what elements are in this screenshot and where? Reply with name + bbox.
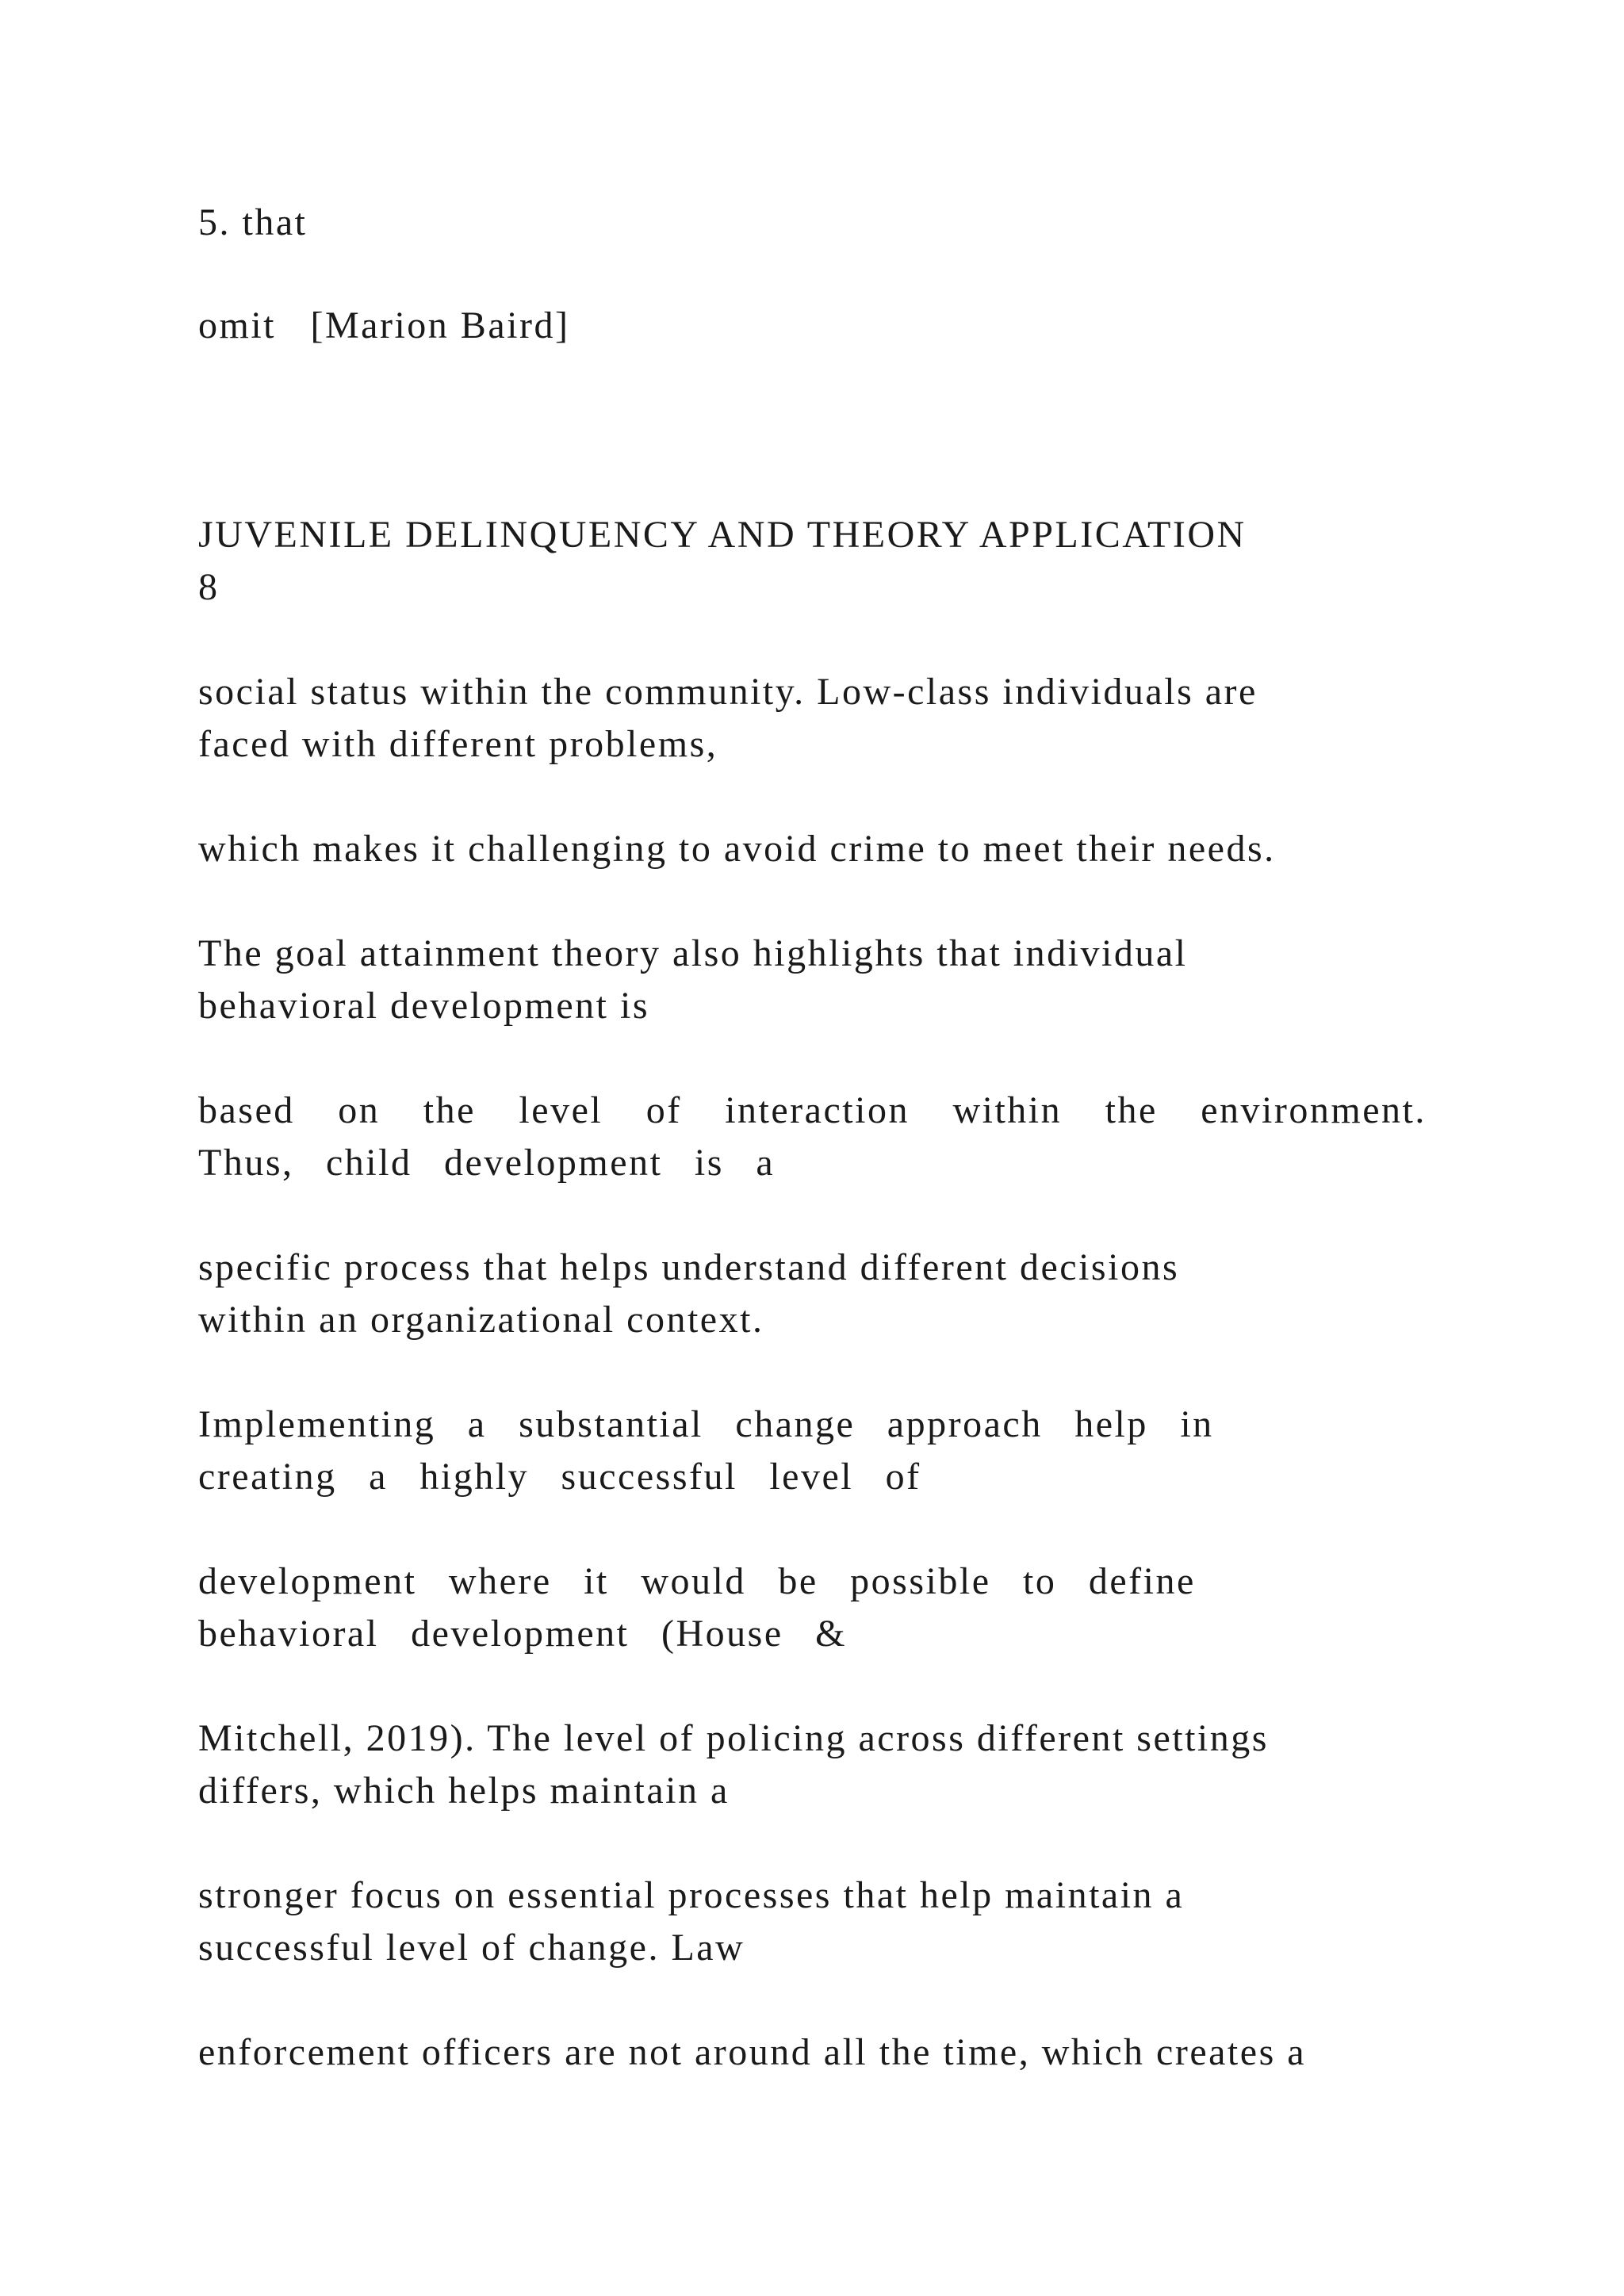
body-line: development where it would be possible to define <box>198 1560 1196 1602</box>
body-line: differs, which helps maintain a <box>198 1770 730 1812</box>
body-line: behavioral development (House & <box>198 1613 847 1655</box>
body-line: The goal attainment theory also highlights that individual <box>198 932 1188 974</box>
body-line: Implementing a substantial change approach help in <box>198 1403 1214 1445</box>
body-line: based on the level of interaction within the environment. <box>198 1089 1427 1131</box>
body-line: enforcement officers are not around all the time, which creates a <box>198 2031 1307 2073</box>
body-line: creating a highly successful level of <box>198 1456 921 1498</box>
page-number: 8 <box>198 566 220 608</box>
comment-number: 5. that <box>198 201 308 243</box>
body-line: social status within the community. Low-class individuals are <box>198 671 1258 713</box>
body-line: within an organizational context. <box>198 1299 764 1341</box>
body-line: which makes it challenging to avoid crime to meet their needs. <box>198 828 1276 870</box>
body-line: Mitchell, 2019). The level of policing across different settings <box>198 1717 1269 1759</box>
body-line: Thus, child development is a <box>198 1142 776 1184</box>
body-line: faced with different problems, <box>198 723 718 765</box>
comment-text: omit [Marion Baird] <box>198 304 570 346</box>
body-line: successful level of change. Law <box>198 1927 745 1969</box>
running-header-title: JUVENILE DELINQUENCY AND THEORY APPLICATION <box>198 514 1247 556</box>
body-line: specific process that helps understand different decisions <box>198 1246 1180 1288</box>
body-line: behavioral development is <box>198 985 650 1027</box>
body-line: stronger focus on essential processes that help maintain a <box>198 1874 1185 1916</box>
